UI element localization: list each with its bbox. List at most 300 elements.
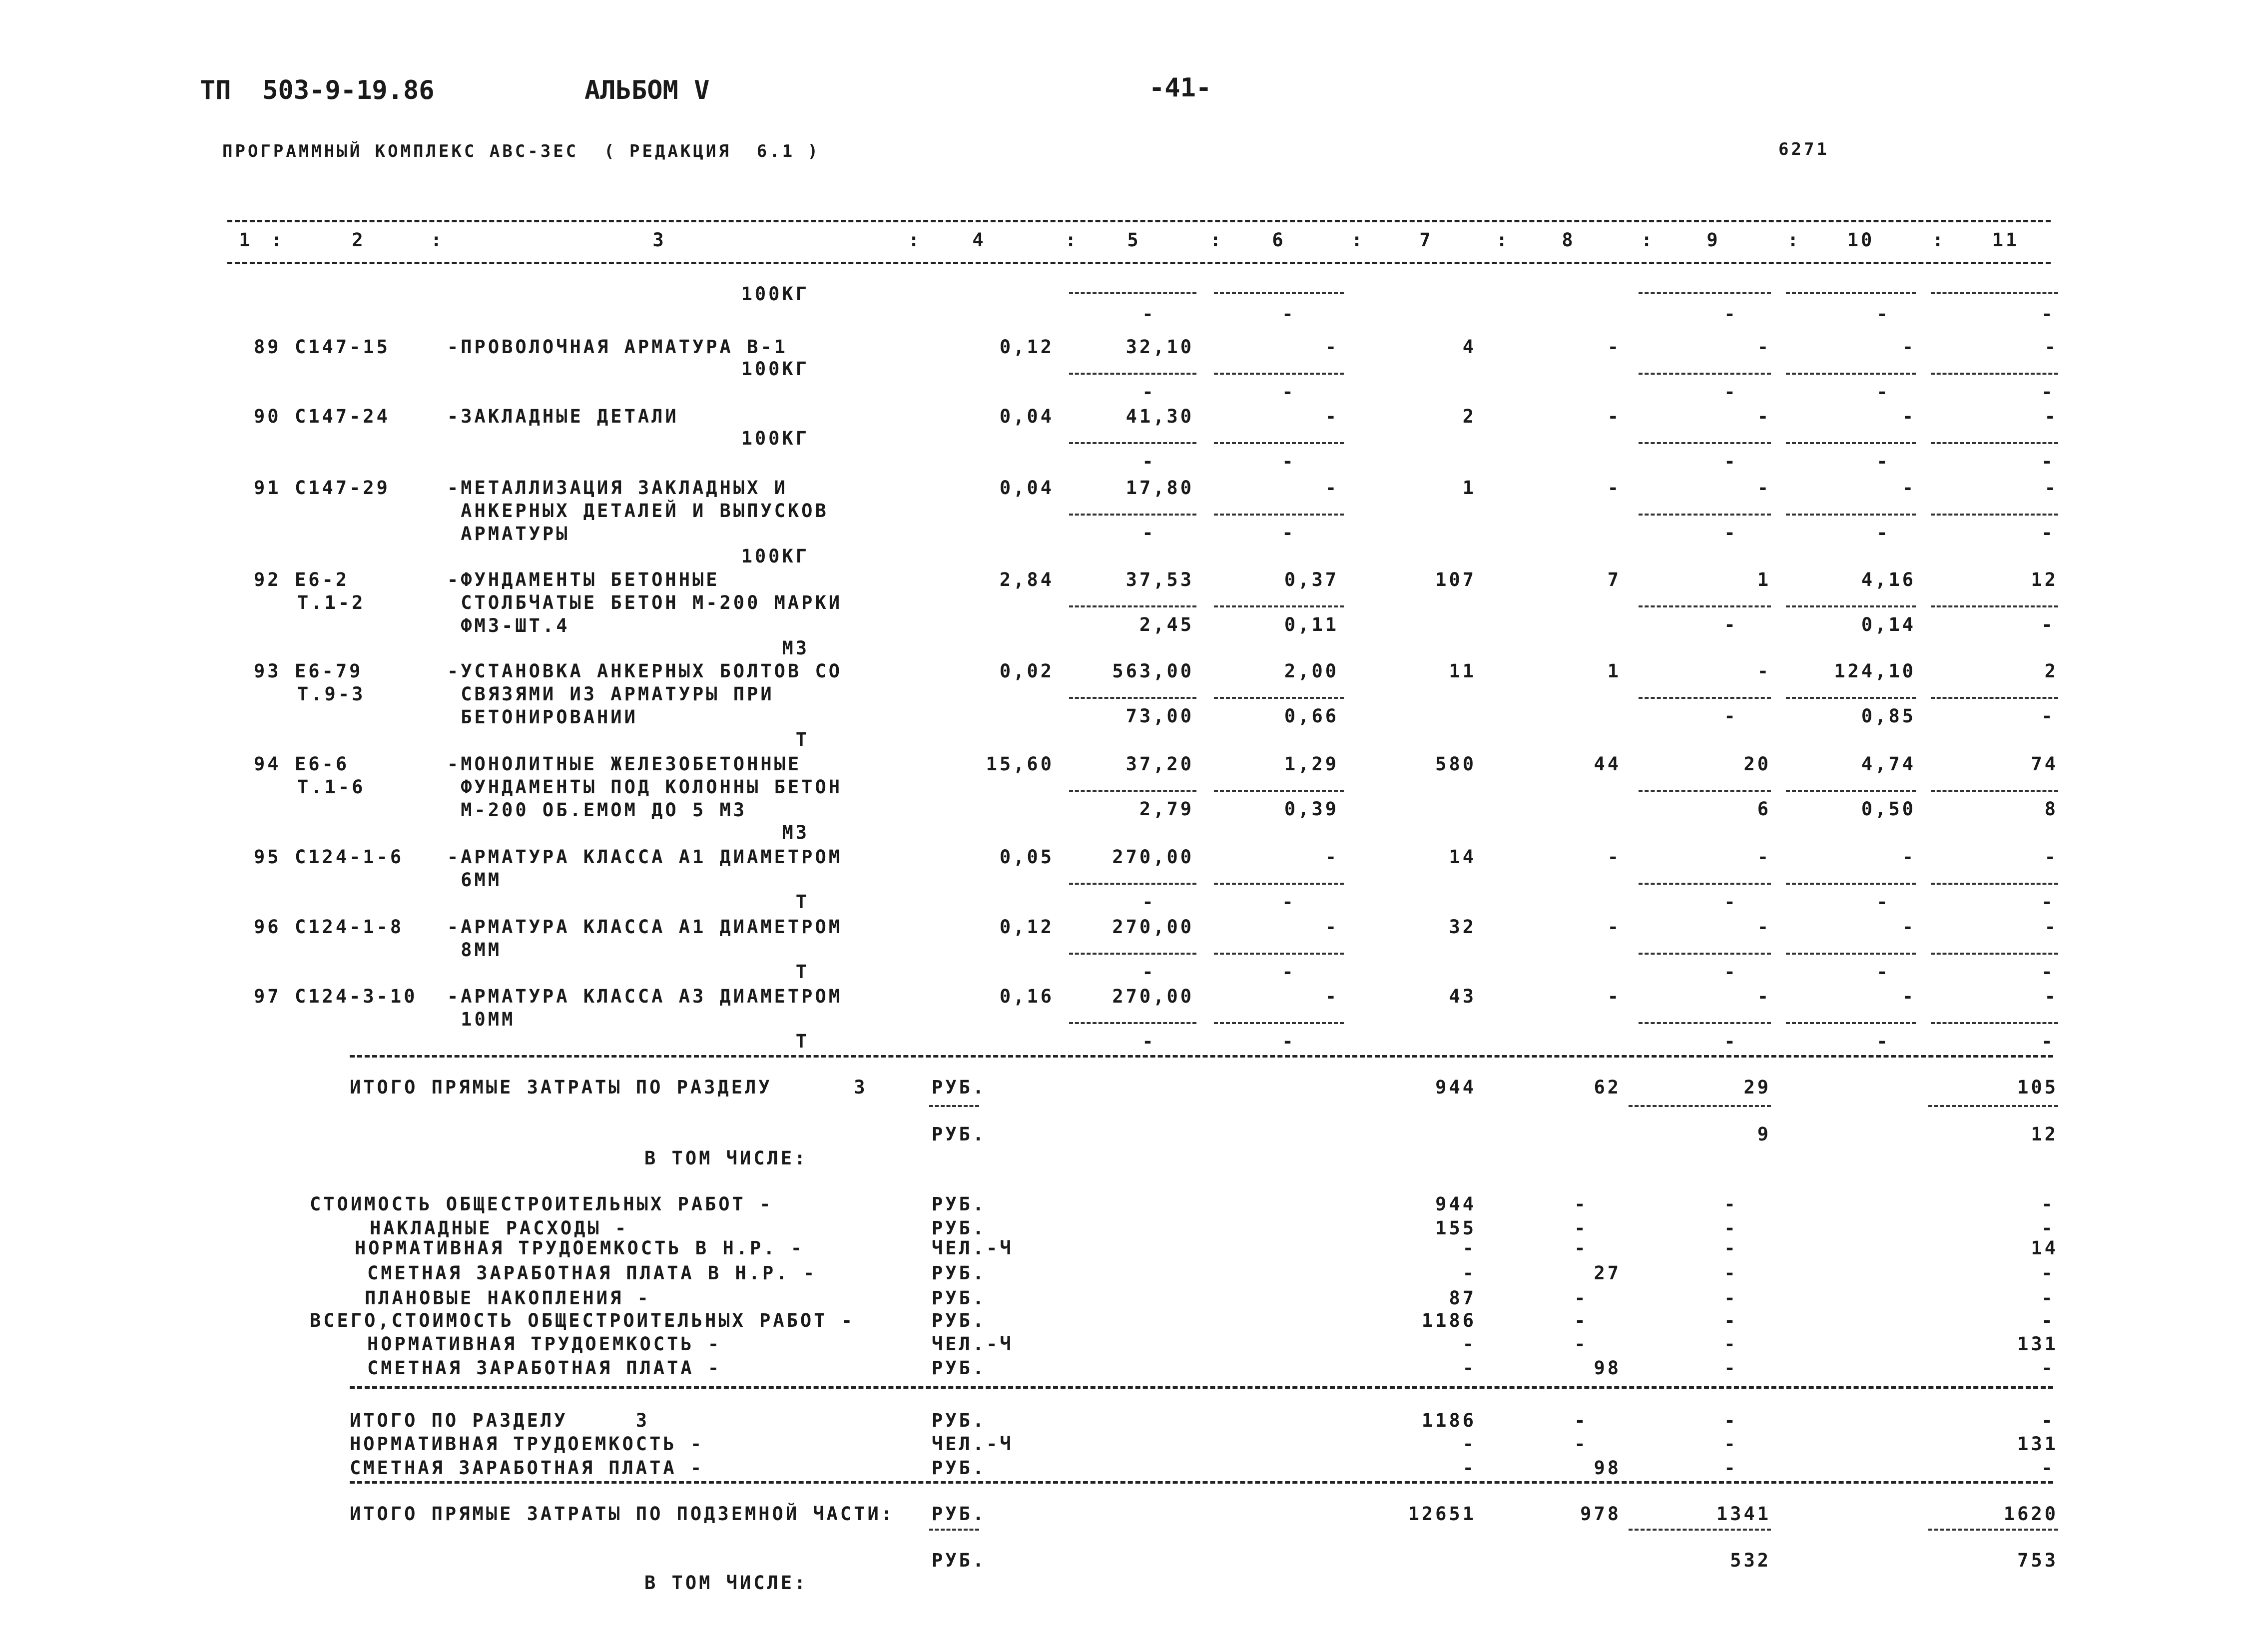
rate-table-ref: Т.9-3 (297, 683, 366, 705)
sub-rule (1931, 442, 2058, 444)
summary-c7: 944 (1435, 1193, 1476, 1215)
value-c10: - (1902, 477, 1916, 499)
sub-rule (1214, 373, 1344, 375)
sub-value-c6b: - (1282, 522, 1296, 544)
summary-c11: 105 (2017, 1077, 2058, 1098)
quantity: 0,02 (999, 660, 1054, 682)
column-separator: : (1496, 229, 1510, 251)
value-c9: 1 (1757, 569, 1771, 590)
value-c8: - (1607, 986, 1621, 1007)
summary-c11: - (2041, 1357, 2055, 1379)
value-c9: - (1757, 660, 1771, 682)
sub-value-c6b: - (1282, 1031, 1296, 1052)
value-c9: - (1757, 336, 1771, 358)
row-number: 97 (254, 986, 281, 1007)
sub-value-c5b: 73,00 (1125, 705, 1194, 727)
quantity: 0,12 (999, 336, 1054, 358)
column-number-8: 8 (1562, 229, 1576, 251)
value-c5: 41,30 (1125, 406, 1194, 427)
summary-c8: - (1574, 1287, 1588, 1309)
summary-c9: - (1724, 1333, 1738, 1355)
sub-value-c11b: - (2041, 451, 2055, 472)
sub-rule (1214, 605, 1344, 607)
summary-c7: 944 (1435, 1077, 1476, 1098)
column-separator: : (1065, 229, 1079, 251)
summary-c7: 12651 (1408, 1503, 1476, 1525)
summary-label: СМЕТНАЯ ЗАРАБОТНАЯ ПЛАТА В Н.Р. - (367, 1262, 817, 1284)
sub-value-c10b: - (1876, 522, 1890, 544)
summary-c8: - (1574, 1433, 1588, 1455)
value-c10: - (1902, 986, 1916, 1007)
summary-c11: - (2041, 1310, 2055, 1331)
column-separator: : (1351, 229, 1365, 251)
section-rule (350, 1386, 2053, 1389)
value-c7: 1 (1462, 477, 1476, 499)
sub-rule (1928, 1105, 2058, 1107)
value-c10: - (1902, 846, 1916, 868)
work-description: 6ММ (447, 869, 502, 891)
section-total-rule (350, 1055, 2053, 1058)
summary-c11: - (2041, 1262, 2055, 1284)
work-description: -УСТАНОВКА АНКЕРНЫХ БОЛТОВ СО (447, 660, 843, 682)
sub-rule (1214, 292, 1344, 294)
summary-c9: - (1724, 1457, 1738, 1479)
sub-rule (1639, 292, 1771, 294)
work-description: -ФУНДАМЕНТЫ БЕТОННЫЕ (447, 569, 720, 590)
summary-c9: - (1724, 1287, 1738, 1309)
sub-value-c9b: - (1724, 891, 1738, 913)
sub-value-c6b: - (1282, 451, 1296, 472)
summary-c7: 155 (1435, 1217, 1476, 1239)
sub-value-c10b: - (1876, 303, 1890, 325)
summary-c9: 9 (1757, 1123, 1771, 1145)
sub-value-c9b: - (1724, 1031, 1738, 1052)
summary-c9: - (1724, 1310, 1738, 1331)
section-rule (350, 1481, 2053, 1484)
summary-label: ИТОГО ПРЯМЫЕ ЗАТРАТЫ ПО РАЗДЕЛУ 3 (350, 1077, 868, 1098)
sub-value-c10b: - (1876, 961, 1890, 983)
column-number-11: 11 (1992, 229, 2020, 251)
value-c11: - (2044, 477, 2058, 499)
summary-label: НОРМАТИВНАЯ ТРУДОЕМКОСТЬ - (367, 1333, 722, 1355)
summary-c8: - (1574, 1193, 1588, 1215)
work-description: М-200 ОБ.ЕМОМ ДО 5 М3 (447, 799, 747, 821)
sub-value-c9b: - (1724, 614, 1738, 635)
value-c6: - (1325, 477, 1339, 499)
summary-unit: РУБ. (932, 1193, 987, 1215)
work-description: СТОЛБЧАТЫЕ БЕТОН М-200 МАРКИ (447, 592, 843, 613)
sub-rule (1931, 373, 2058, 375)
value-c8: - (1607, 406, 1621, 427)
sub-value-c5b: - (1142, 891, 1156, 913)
value-c11: 2 (2044, 660, 2058, 682)
sub-value-c5b: - (1142, 381, 1156, 403)
value-c5: 270,00 (1112, 846, 1194, 868)
value-c8: 7 (1607, 569, 1621, 590)
sub-rule (1639, 373, 1771, 375)
summary-unit: РУБ. (932, 1503, 987, 1525)
summary-c11: - (2041, 1287, 2055, 1309)
sub-value-c9b: - (1724, 522, 1738, 544)
work-description: АНКЕРНЫХ ДЕТАЛЕЙ И ВЫПУСКОВ (447, 500, 829, 522)
row-number: 90 (254, 406, 281, 427)
rate-code: С124-3-10 (295, 986, 418, 1007)
sub-value-c11b: - (2041, 522, 2055, 544)
value-c5: 563,00 (1112, 660, 1194, 682)
value-c8: - (1607, 846, 1621, 868)
sub-rule (1069, 953, 1196, 955)
summary-c7: - (1462, 1433, 1476, 1455)
summary-c11: - (2041, 1217, 2055, 1239)
table-top-rule (227, 220, 2051, 222)
summary-c7: - (1462, 1357, 1476, 1379)
sub-rule (1069, 697, 1196, 699)
value-c10: - (1902, 406, 1916, 427)
column-separator: : (908, 229, 922, 251)
sub-value-c5b: - (1142, 961, 1156, 983)
value-c10: 4,74 (1861, 753, 1916, 775)
column-separator: : (271, 229, 285, 251)
work-description: БЕТОНИРОВАНИИ (447, 706, 638, 728)
sub-value-c6b: 0,11 (1284, 614, 1339, 635)
column-number-6: 6 (1272, 229, 1286, 251)
summary-c9: - (1724, 1433, 1738, 1455)
sub-rule (1639, 605, 1771, 607)
summary-c7: - (1462, 1457, 1476, 1479)
value-c5: 37,20 (1125, 753, 1194, 775)
value-c5: 17,80 (1125, 477, 1194, 499)
summary-c8: 62 (1594, 1077, 1621, 1098)
summary-unit: РУБ. (932, 1123, 987, 1145)
row-number: 93 (254, 660, 281, 682)
work-description: 10ММ (447, 1009, 516, 1030)
summary-label: В ТОМ ЧИСЛЕ: (644, 1572, 808, 1594)
sub-value-c10b: 0,14 (1861, 614, 1916, 635)
summary-c11: 131 (2017, 1333, 2058, 1355)
value-c6: 2,00 (1284, 660, 1339, 682)
page-number: -41- (1149, 73, 1212, 103)
sub-value-c10b: - (1876, 891, 1890, 913)
summary-c11: - (2041, 1193, 2055, 1215)
unit-of-measure: М3 (782, 822, 809, 843)
unit-of-measure: Т (795, 961, 809, 983)
summary-label: СТОИМОСТЬ ОБЩЕСТРОИТЕЛЬНЫХ РАБОТ - (310, 1193, 773, 1215)
value-c11: 12 (2031, 569, 2058, 590)
value-c11: - (2044, 916, 2058, 938)
value-c6: 0,37 (1284, 569, 1339, 590)
value-c5: 32,10 (1125, 336, 1194, 358)
series-code: ТП 503-9-19.86 (200, 75, 435, 105)
sub-value-c11b: - (2041, 303, 2055, 325)
quantity: 2,84 (999, 569, 1054, 590)
value-c11: - (2044, 846, 2058, 868)
sub-rule (1629, 1529, 1771, 1531)
sub-rule (1931, 605, 2058, 607)
sub-rule (1069, 442, 1196, 444)
sub-value-c5b: - (1142, 303, 1156, 325)
value-c7: 4 (1462, 336, 1476, 358)
column-number-10: 10 (1847, 229, 1875, 251)
value-c11: - (2044, 406, 2058, 427)
value-c8: - (1607, 336, 1621, 358)
sub-rule (1639, 514, 1771, 516)
value-c9: - (1757, 986, 1771, 1007)
column-number-7: 7 (1419, 229, 1433, 251)
summary-unit: РУБ. (932, 1262, 987, 1284)
sub-rule (1069, 605, 1196, 607)
column-number-5: 5 (1127, 229, 1141, 251)
summary-label: НАКЛАДНЫЕ РАСХОДЫ - (370, 1217, 629, 1239)
header-bottom-rule (227, 262, 2051, 264)
sub-value-c10b: - (1876, 1031, 1890, 1052)
value-c10: - (1902, 336, 1916, 358)
sub-rule (1214, 442, 1344, 444)
sub-value-c9b: - (1724, 961, 1738, 983)
summary-unit: РУБ. (932, 1310, 987, 1331)
value-c7: 43 (1449, 986, 1476, 1007)
sub-value-c10b: - (1876, 451, 1890, 472)
sub-value-c5b: 2,79 (1139, 798, 1194, 820)
summary-c8: 27 (1594, 1262, 1621, 1284)
unit-of-measure: Т (795, 729, 809, 750)
sub-value-c11b: - (2041, 705, 2055, 727)
sub-rule (1069, 883, 1196, 885)
summary-unit: РУБ. (932, 1357, 987, 1379)
row-number: 92 (254, 569, 281, 590)
summary-unit: РУБ. (932, 1287, 987, 1309)
sub-value-c5b: 2,45 (1139, 614, 1194, 635)
sub-value-c5b: - (1142, 451, 1156, 472)
value-c6: 1,29 (1284, 753, 1339, 775)
value-c5: 270,00 (1112, 916, 1194, 938)
summary-unit: РУБ. (932, 1217, 987, 1239)
value-c8: - (1607, 916, 1621, 938)
summary-label: НОРМАТИВНАЯ ТРУДОЕМКОСТЬ - (350, 1433, 704, 1455)
summary-unit: ЧЕЛ.-Ч (932, 1237, 1014, 1259)
column-number-9: 9 (1706, 229, 1720, 251)
summary-c7: - (1462, 1237, 1476, 1259)
sub-rule (1928, 1529, 2058, 1531)
sub-value-c6b: - (1282, 961, 1296, 983)
sub-value-c9b: - (1724, 303, 1738, 325)
row-number: 95 (254, 846, 281, 868)
summary-c9: 29 (1743, 1077, 1771, 1098)
value-c11: - (2044, 986, 2058, 1007)
rate-code: Е6-79 (295, 660, 363, 682)
summary-c8: 978 (1580, 1503, 1621, 1525)
sub-rule (1639, 697, 1771, 699)
sub-rule (1786, 883, 1916, 885)
value-c8: 44 (1594, 753, 1621, 775)
value-c11: 74 (2031, 753, 2058, 775)
value-c5: 270,00 (1112, 986, 1194, 1007)
sub-rule (1786, 514, 1916, 516)
quantity: 0,04 (999, 406, 1054, 427)
rate-table-ref: Т.1-2 (297, 592, 366, 613)
sub-rule (1214, 883, 1344, 885)
column-separator: : (1787, 229, 1801, 251)
rate-code: С147-24 (295, 406, 390, 427)
value-c7: 11 (1449, 660, 1476, 682)
sub-rule (1786, 292, 1916, 294)
summary-c9: - (1724, 1410, 1738, 1431)
unit-of-measure: 100КГ (741, 283, 809, 305)
column-separator: : (1932, 229, 1946, 251)
unit-of-measure: Т (795, 1031, 809, 1052)
unit-of-measure: Т (795, 891, 809, 913)
summary-label: ПЛАНОВЫЕ НАКОПЛЕНИЯ - (365, 1287, 651, 1309)
work-description: АРМАТУРЫ (447, 523, 570, 545)
sub-value-c5b: - (1142, 522, 1156, 544)
sub-rule (1786, 697, 1916, 699)
sub-rule (1629, 1105, 1771, 1107)
summary-c9: - (1724, 1217, 1738, 1239)
sub-value-c6b: 0,66 (1284, 705, 1339, 727)
column-number-2: 2 (352, 229, 366, 251)
sub-rule (1639, 883, 1771, 885)
summary-label: СМЕТНАЯ ЗАРАБОТНАЯ ПЛАТА - (367, 1357, 722, 1379)
album-label: АЛЬБОМ V (584, 75, 710, 105)
sub-rule (1214, 1022, 1344, 1024)
value-c10: 4,16 (1861, 569, 1916, 590)
sub-value-c11b: 8 (2044, 798, 2058, 820)
sub-rule (1214, 697, 1344, 699)
column-separator: : (1641, 229, 1655, 251)
sub-rule (1786, 605, 1916, 607)
summary-c7: 1186 (1421, 1410, 1476, 1431)
value-c6: - (1325, 986, 1339, 1007)
summary-c8: - (1574, 1310, 1588, 1331)
summary-c8: 98 (1594, 1457, 1621, 1479)
summary-c11: - (2041, 1457, 2055, 1479)
work-description: ФУНДАМЕНТЫ ПОД КОЛОННЫ БЕТОН (447, 776, 843, 798)
summary-c9: 1341 (1716, 1503, 1771, 1525)
unit-of-measure: 100КГ (741, 358, 809, 380)
sub-rule (929, 1105, 979, 1107)
rate-table-ref: Т.1-6 (297, 776, 366, 798)
work-description: -АРМАТУРА КЛАССА А3 ДИАМЕТРОМ (447, 986, 843, 1007)
sub-rule (929, 1529, 979, 1531)
work-description: -МЕТАЛЛИЗАЦИЯ ЗАКЛАДНЫХ И (447, 477, 788, 499)
value-c9: 20 (1743, 753, 1771, 775)
sub-value-c11b: - (2041, 381, 2055, 403)
summary-c11: 12 (2031, 1123, 2058, 1145)
summary-label: ИТОГО ПО РАЗДЕЛУ 3 (350, 1410, 650, 1431)
quantity: 15,60 (986, 753, 1054, 775)
sub-rule (1069, 373, 1196, 375)
row-number: 91 (254, 477, 281, 499)
summary-c9: - (1724, 1262, 1738, 1284)
unit-of-measure: М3 (782, 637, 809, 659)
sub-value-c11b: - (2041, 614, 2055, 635)
work-description: 8ММ (447, 939, 502, 961)
sub-rule (1786, 953, 1916, 955)
sub-value-c6b: - (1282, 381, 1296, 403)
sub-rule (1639, 790, 1771, 792)
value-c7: 14 (1449, 846, 1476, 868)
value-c9: - (1757, 406, 1771, 427)
summary-label: ИТОГО ПРЯМЫЕ ЗАТРАТЫ ПО ПОДЗЕМНОЙ ЧАСТИ: (350, 1503, 895, 1525)
value-c6: - (1325, 406, 1339, 427)
summary-label: ВСЕГО,СТОИМОСТЬ ОБЩЕСТРОИТЕЛЬНЫХ РАБОТ - (310, 1310, 855, 1331)
sub-rule (1931, 953, 2058, 955)
summary-c11: 131 (2017, 1433, 2058, 1455)
summary-c7: 1186 (1421, 1310, 1476, 1331)
summary-unit: ЧЕЛ.-Ч (932, 1433, 1014, 1455)
rate-code: С147-15 (295, 336, 390, 358)
value-c8: 1 (1607, 660, 1621, 682)
sub-value-c5b: - (1142, 1031, 1156, 1052)
value-c7: 107 (1435, 569, 1476, 590)
rate-code: Е6-2 (295, 569, 350, 590)
quantity: 0,16 (999, 986, 1054, 1007)
value-c11: - (2044, 336, 2058, 358)
sub-rule (1931, 292, 2058, 294)
row-number: 96 (254, 916, 281, 938)
work-description: СВЯЗЯМИ ИЗ АРМАТУРЫ ПРИ (447, 683, 774, 705)
summary-c11: 753 (2017, 1550, 2058, 1571)
column-separator: : (1210, 229, 1224, 251)
sub-value-c6b: - (1282, 891, 1296, 913)
summary-c8: - (1574, 1410, 1588, 1431)
sub-value-c9b: - (1724, 705, 1738, 727)
summary-c11: - (2041, 1410, 2055, 1431)
sub-rule (1214, 790, 1344, 792)
summary-c11: 14 (2031, 1237, 2058, 1259)
rate-code: С147-29 (295, 477, 390, 499)
sub-rule (1639, 953, 1771, 955)
summary-c9: - (1724, 1237, 1738, 1259)
sub-rule (1931, 883, 2058, 885)
summary-label: НОРМАТИВНАЯ ТРУДОЕМКОСТЬ В Н.Р. - (355, 1237, 805, 1259)
quantity: 0,05 (999, 846, 1054, 868)
summary-unit: РУБ. (932, 1077, 987, 1098)
summary-c8: - (1574, 1217, 1588, 1239)
summary-c9: 532 (1730, 1550, 1771, 1571)
work-description: -АРМАТУРА КЛАССА А1 ДИАМЕТРОМ (447, 916, 843, 938)
value-c6: - (1325, 336, 1339, 358)
column-number-4: 4 (972, 229, 986, 251)
sub-rule (1931, 1022, 2058, 1024)
summary-unit: РУБ. (932, 1457, 987, 1479)
summary-c9: - (1724, 1193, 1738, 1215)
sub-value-c10b: 0,50 (1861, 798, 1916, 820)
column-separator: : (431, 229, 445, 251)
summary-c7: 87 (1449, 1287, 1476, 1309)
summary-unit: ЧЕЛ.-Ч (932, 1333, 1014, 1355)
value-c10: 124,10 (1834, 660, 1916, 682)
value-c9: - (1757, 477, 1771, 499)
sub-value-c10b: - (1876, 381, 1890, 403)
value-c7: 2 (1462, 406, 1476, 427)
work-description: -ЗАКЛАДНЫЕ ДЕТАЛИ (447, 406, 679, 427)
value-c6: - (1325, 846, 1339, 868)
sub-rule (1931, 514, 2058, 516)
summary-c9: - (1724, 1357, 1738, 1379)
sub-rule (1786, 373, 1916, 375)
value-c5: 37,53 (1125, 569, 1194, 590)
summary-c7: - (1462, 1333, 1476, 1355)
sub-value-c6b: 0,39 (1284, 798, 1339, 820)
sub-value-c9b: - (1724, 381, 1738, 403)
column-number-1: 1 (239, 229, 253, 251)
summary-label: СМЕТНАЯ ЗАРАБОТНАЯ ПЛАТА - (350, 1457, 704, 1479)
sub-rule (1639, 442, 1771, 444)
work-description: ФМ3-ШТ.4 (447, 615, 570, 636)
unit-of-measure: 100КГ (741, 428, 809, 449)
value-c9: - (1757, 916, 1771, 938)
quantity: 0,04 (999, 477, 1054, 499)
